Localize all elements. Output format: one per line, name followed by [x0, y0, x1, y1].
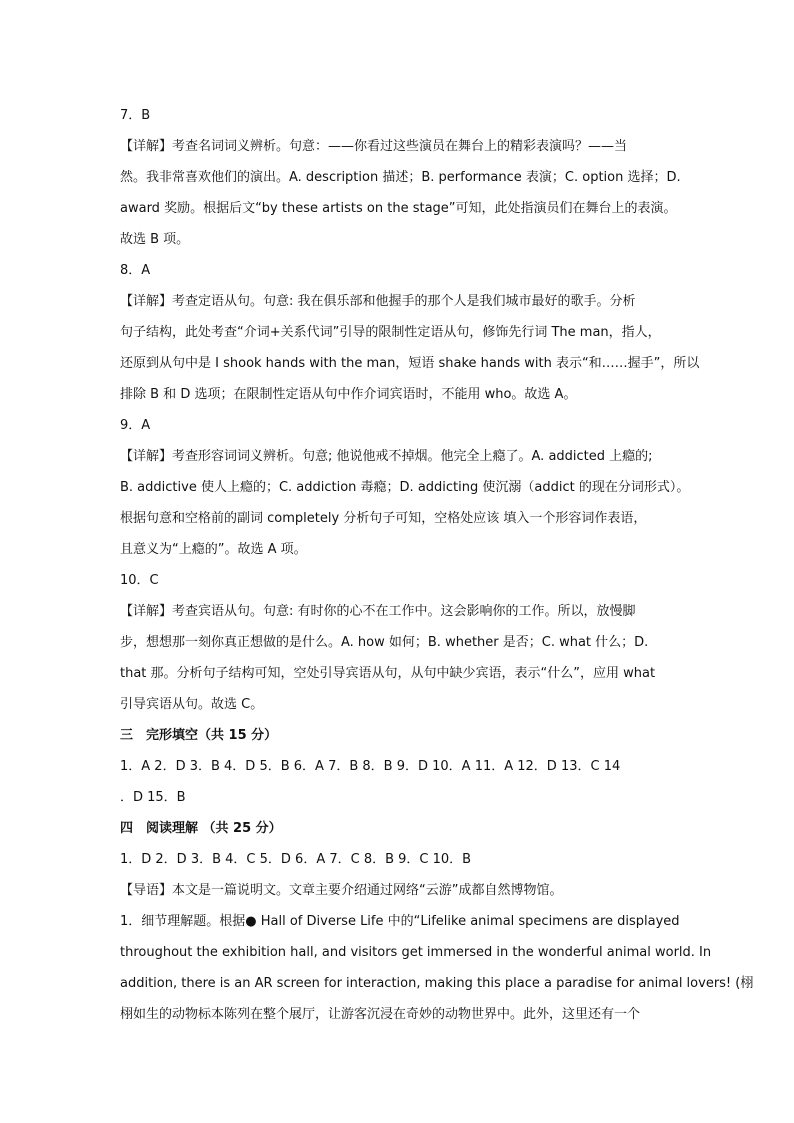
- reading-intro: 【导语】本文是一篇说明文。文章主要介绍通过网络“云游”成都自然博物馆。: [120, 883, 563, 898]
- answer-q10: 10．C: [120, 573, 159, 588]
- explanation-line: 然。我非常喜欢他们的演出。A. description 描述；B. performance 表演；C. option 选择；D.: [120, 170, 681, 185]
- section-heading-cloze: 三 完形填空（共 15 分）: [120, 728, 278, 743]
- explanation-line: 句子结构，此处考查“介词+关系代词”引导的限制性定语从句，修饰先行词 The man，指人，: [120, 325, 661, 340]
- explanation-line: 1．细节理解题。根据● Hall of Diverse Life 中的“Lifelike animal specimens are displayed: [120, 914, 680, 929]
- cloze-answers: 1．A 2．D 3．B 4．D 5．B 6．A 7．B 8．B 9．D 10．A 11．A 12．D 13．C 14: [120, 759, 621, 774]
- explanation-line: 还原到从句中是 I shook hands with the man，短语 shake hands with 表示“和……握手”，所以: [120, 356, 700, 371]
- explanation-line: 【详解】考查形容词词义辨析。句意; 他说他戒不掉烟。他完全上瘾了。A. addicted 上瘾的;: [120, 449, 653, 464]
- explanation-line: 栩如生的动物标本陈列在整个展厅，让游客沉浸在奇妙的动物世界中。此外，这里还有一个: [120, 1007, 641, 1022]
- explanation-line: 【详解】考查宾语从句。句意: 有时你的心不在工作中。这会影响你的工作。所以，放慢脚: [120, 604, 636, 619]
- answer-q7: 7．B: [120, 108, 151, 123]
- answer-q9: 9．A: [120, 418, 151, 433]
- explanation-line: 故选 B 项。: [120, 232, 190, 247]
- explanation-line: 引导宾语从句。故选 C。: [120, 697, 264, 712]
- explanation-line: 排除 B 和 D 选项；在限制性定语从句中作介词宾语时，不能用 who。故选 A。: [120, 387, 577, 402]
- explanation-line: B. addictive 使人上瘾的；C. addiction 毒瘾；D. addicting 使沉溺（addict 的现在分词形式）。: [120, 480, 690, 495]
- explanation-line: 【详解】考查定语从句。句意: 我在俱乐部和他握手的那个人是我们城市最好的歌手。分析: [120, 294, 636, 309]
- reading-answers: 1．D 2．D 3．B 4．C 5．D 6．A 7．C 8．B 9．C 10．B: [120, 852, 472, 867]
- answer-key-document: [120, 100, 754, 1030]
- explanation-line: that 那。分析句子结构可知，空处引导宾语从句，从句中缺少宾语，表示“什么”，应用 what: [120, 666, 656, 681]
- cloze-answers-cont: ．D 15．B: [120, 790, 186, 805]
- section-heading-reading: 四 阅读理解 （共 25 分）: [120, 821, 282, 836]
- explanation-line: 且意义为“上瘾的”。故选 A 项。: [120, 542, 307, 557]
- explanation-line: 根据句意和空格前的副词 completely 分析句子可知，空格处应该 填入一个形容词作表语，: [120, 511, 647, 526]
- explanation-line: addition, there is an AR screen for interaction, making this place a paradise for animal lovers! (栩: [120, 976, 754, 991]
- answer-q8: 8．A: [120, 263, 151, 278]
- explanation-line: throughout the exhibition hall, and visitors get immersed in the wonderful animal world. In: [120, 945, 712, 960]
- explanation-line: award 奖励。根据后文“by these artists on the stage”可知，此处指演员们在舞台上的表演。: [120, 201, 677, 216]
- explanation-line: 【详解】考查名词词义辨析。句意：——你看过这些演员在舞台上的精彩表演吗？——当: [120, 139, 628, 154]
- explanation-line: 步，想想那一刻你真正想做的是什么。A. how 如何；B. whether 是否；C. what 什么；D.: [120, 635, 649, 650]
